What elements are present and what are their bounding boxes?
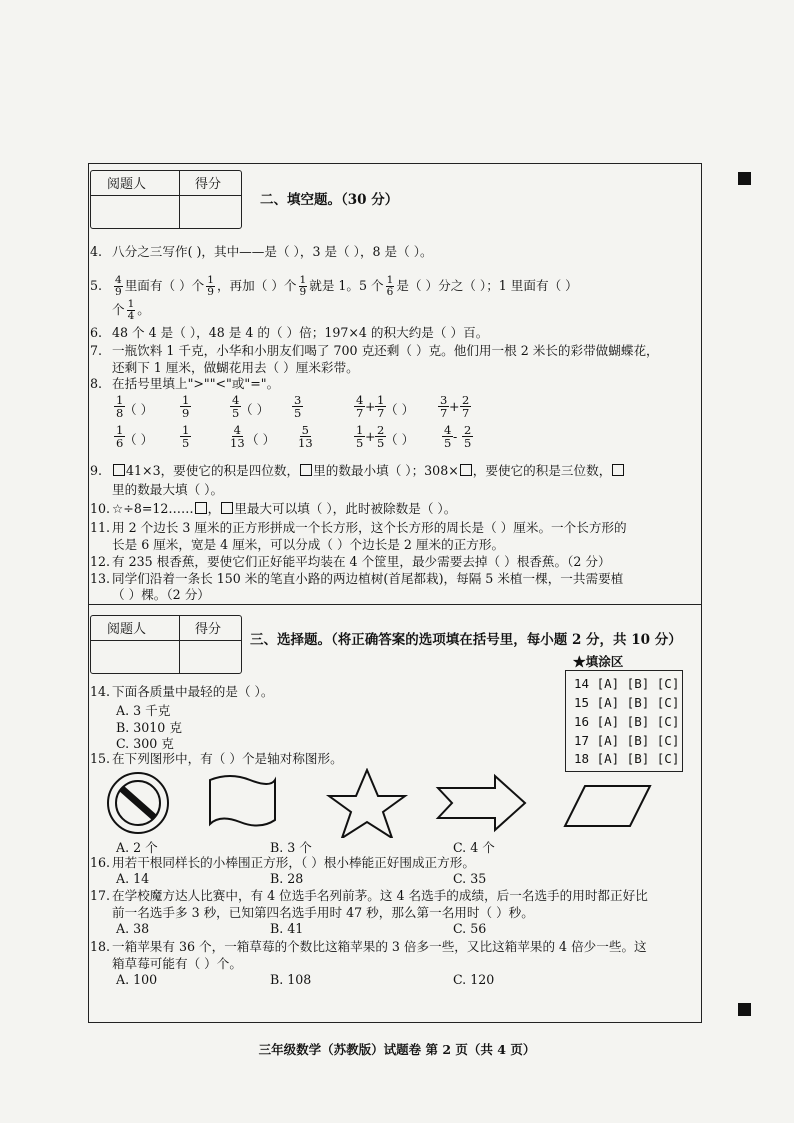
question-16: 16. 用若干根同样长的小棒围正方形，（ ）根小棒能正好围成正方形。 (90, 855, 475, 870)
fraction: 2 5 (464, 423, 472, 450)
star-shape-icon (329, 770, 405, 838)
fraction: 5 13 (298, 423, 313, 450)
fraction: $\frac{4}{9}$ (115, 274, 122, 298)
question-17-cont: 前一名选手多 3 秒，已知第四名选手用时 47 秒，那么第一名用时（ ）秒。 (112, 905, 534, 920)
question-17: 17. 在学校魔方达人比赛中，有 4 位选手名列前茅。这 4 名选手的成绩，后一名选手的用时都正好比 (90, 888, 648, 903)
fraction: 1 9 (182, 393, 190, 420)
question-11-cont: 长是 6 厘米，宽是 4 厘米，可以分成（ ）个边长是 2 厘米的正方形。 (112, 537, 505, 552)
fill-row-17[interactable]: 17 [A] [B] [C] (574, 733, 680, 748)
q14-option-a: A. 3 千克 (116, 703, 171, 718)
fraction: 4 7 (356, 393, 364, 420)
no-entry-sign-icon (108, 773, 168, 833)
question-10: 10. ☆÷8=12…… ， 里最大可以填（ ），此时被除数是（ ）。 (90, 501, 457, 516)
blank-square-icon (300, 464, 312, 476)
question-9: 9. 41×3，要使它的积是四位数， 里的数最小填（ ）；308× ，要使它的积是三位数， (90, 463, 625, 479)
question-8: 8. 在括号里填上">""<"或"="。 (90, 376, 280, 391)
question-4: 4. 八分之三写作( )，其中——是（ ），3 是（ ），8 是（ ）。 (90, 244, 433, 259)
question-5-cont: 个 $\frac{1}{4}$ 。 (112, 298, 150, 322)
q16-option-a: A. 14 (116, 871, 150, 886)
fraction: 3 7 (440, 393, 448, 420)
q17-option-c: C. 56 (453, 921, 487, 936)
fraction: 4 13 (230, 423, 245, 450)
question-18-cont: 箱草莓可能有（ ）个。 (112, 956, 242, 971)
score-label: 得分 (195, 622, 222, 637)
grade-box-section2 (90, 170, 242, 229)
q15-option-c: C. 4 个 (453, 840, 495, 855)
fraction: 2 5 (377, 423, 385, 450)
registration-mark-bottom (738, 1003, 751, 1016)
section3-title: 三、选择题。（将正确答案的选项填在括号里，每小题 2 分，共 10 分） (250, 632, 682, 648)
question-13: 13. 同学们沿着一条长 150 米的笔直小路的两边植树(首尾都栽)，每隔 5 米植一棵，一共需要植 (90, 571, 624, 586)
q14-option-b: B. 3010 克 (116, 720, 182, 735)
reviewer-label: 阅题人 (107, 622, 147, 637)
fraction: 4 5 (444, 423, 452, 450)
blank-square-icon (113, 464, 125, 476)
question-5: 5. $\frac{4}{9}$ 里面有（ ）个 $\frac{1}{9}$ ，再加（ ）个 $\frac{1}{9}$ 就是 1。5 个 $\frac{1}{6}$ 是（ ）分之（ ）；1 里面有（ ） (90, 274, 578, 298)
q14-option-c: C. 300 克 (116, 736, 174, 751)
grade-box-section3 (90, 615, 242, 674)
fraction: 1 5 (356, 423, 364, 450)
question-15: 15. 在下列图形中，有（ ）个是轴对称图形。 (90, 751, 343, 766)
q18-option-c: C. 120 (453, 972, 495, 987)
fraction: 1 7 (377, 393, 385, 420)
question-7: 7. 一瓶饮料 1 千克，小华和小朋友们喝了 700 克还剩（ ）克。他们用一根 2 米长的彩带做蝴蝶花， (90, 343, 659, 358)
blank-square-icon (195, 502, 207, 514)
fill-row-16[interactable]: 16 [A] [B] [C] (574, 714, 680, 729)
reviewer-label: 阅题人 (107, 177, 147, 192)
blank-square-icon (460, 464, 472, 476)
q16-option-c: C. 35 (453, 871, 487, 886)
question-6: 6. 48 个 4 是（ ），48 是 4 的（ ）倍；197×4 的积大约是（ ）百。 (90, 325, 489, 340)
question-18: 18. 一箱苹果有 36 个，一箱草莓的个数比这箱苹果的 3 倍多一些，又比这箱苹果的 4 倍少一些。这 (90, 939, 647, 954)
registration-mark-top (738, 172, 751, 185)
arrow-shape-icon (438, 776, 525, 830)
q16-option-b: B. 28 (270, 871, 304, 886)
fraction: 4 5 (232, 393, 240, 420)
q15-option-b: B. 3 个 (270, 840, 312, 855)
fill-row-15[interactable]: 15 [A] [B] [C] (574, 695, 680, 710)
fill-row-14[interactable]: 14 [A] [B] [C] (574, 676, 680, 691)
fill-area-title: ★填涂区 (573, 654, 624, 669)
fraction: 3 5 (294, 393, 302, 420)
flag-shape-icon (210, 776, 275, 826)
question-7-cont: 还剩下 1 厘米，做蝴花用去（ ）厘米彩带。 (112, 360, 359, 375)
question-11: 11. 用 2 个边长 3 厘米的正方形拼成一个长方形，这个长方形的周长是（ ）厘米。一个长方形的 (90, 520, 627, 535)
question-9-cont: 里的数最大填（ ）。 (112, 482, 224, 497)
q15-option-a: A. 2 个 (116, 840, 158, 855)
fraction: 1 8 (116, 393, 124, 420)
q18-option-b: B. 108 (270, 972, 312, 987)
blank-square-icon (221, 502, 233, 514)
q17-option-b: B. 41 (270, 921, 304, 936)
question-12: 12. 有 235 根香蕉，要使它们正好能平均装在 4 个筐里，最少需要去掉（ ）根香蕉。（2 分） (90, 554, 611, 569)
q15-shapes (100, 768, 660, 838)
question-13-cont: （ ）棵。（2 分） (112, 587, 210, 602)
q17-option-a: A. 38 (116, 921, 150, 936)
fill-row-18[interactable]: 18 [A] [B] [C] (574, 751, 680, 766)
question-14: 14. 下面各质量中最轻的是（ ）。 (90, 684, 274, 699)
fraction: 1 6 (116, 423, 124, 450)
fraction: 2 7 (462, 393, 470, 420)
page-footer: 三年级数学（苏教版）试题卷 第 2 页（共 4 页） (258, 1042, 536, 1057)
score-label: 得分 (195, 177, 222, 192)
section-divider (88, 604, 702, 605)
fraction: 1 5 (182, 423, 190, 450)
section2-title: 二、填空题。（30 分） (260, 192, 399, 208)
q18-option-a: A. 100 (116, 972, 158, 987)
parallelogram-shape-icon (565, 786, 650, 826)
blank-square-icon (612, 464, 624, 476)
